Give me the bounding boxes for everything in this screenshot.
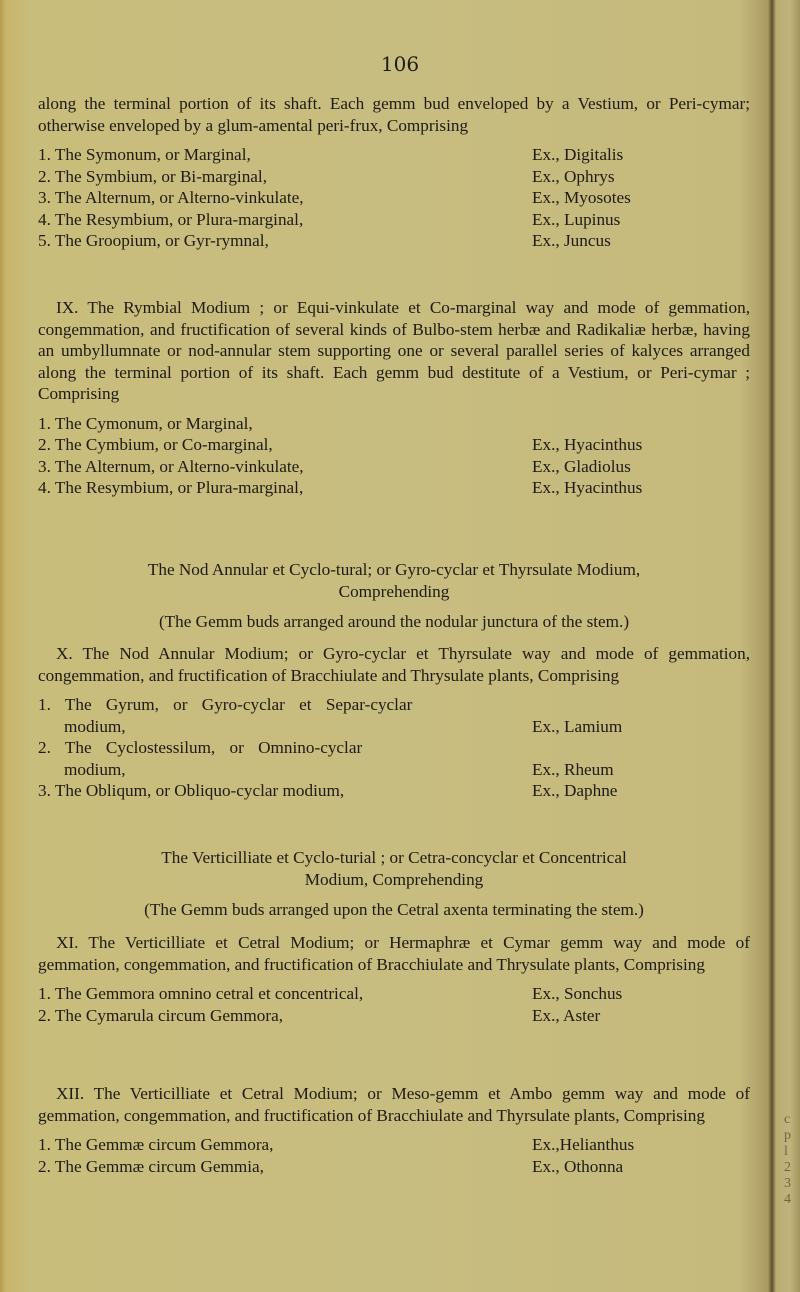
fragment-text: p [784,1128,791,1143]
list-item: 5. The Groopium, or Gyr-rymnal, Ex., Juncus [38,231,611,250]
list-item: 2. The Cyclostessilum, or Omnino-cyclar modium, Ex., Rheum [38,738,614,779]
intro-paragraph: along the terminal portion of its shaft. Each gemm bud enveloped by a Vestium, or Peri-cymar; otherwise enveloped by a glum-amental peri-frux, Comprising [38,94,750,135]
page-number: 106 [380,52,420,76]
heading-line: The Nod Annular et Cyclo-tural; or Gyro-cyclar et Thyrsulate Modium, [147,560,641,579]
section-xii-paragraph: XII. The Verticilliate et Cetral Modium; or Meso-gemm et Ambo gemm way and mode of gemmation, congemmation, and fructification of Bracchiulate and Thyrsulate plants, Comprising [38,1084,750,1125]
list-item: 3. The Alternum, or Alterno-vinkulate, Ex., Gladiolus [38,456,631,476]
heading-verticilliate [38,847,750,921]
section-xi-list [38,983,750,1026]
list-item: 4. The Resymbium, or Plura-marginal, Ex., Hyacinthus [38,478,643,497]
section-x-paragraph: X. The Nod Annular Modium; or Gyro-cyclar et Thyrsulate way and mode of gemmation, congemmation, and fructification of Bracchiulate and Thrysulate plants, Comprising [38,644,750,685]
facing-page-edge [776,0,800,1292]
list-item: 2. The Cymbium, or Co-marginal, Ex., Hyacinthus [38,435,643,454]
heading-note: (The Gemm buds arranged upon the Cetral axenta terminating the stem.) [144,900,644,919]
section-x [38,643,750,802]
list-item: 1. The Gyrum, or Gyro-cyclar et Separ-cyclar modium, Ex., Lamium [38,695,623,736]
intro-block [38,93,750,252]
list-item: 1. The Gemmora omnino cetral et concentrical, Ex., Sonchus [38,984,623,1003]
fragment-text: 3 [784,1176,791,1191]
fragment-text: l [784,1144,788,1159]
heading-line: Comprehending [338,581,450,601]
fragment-text: 4 [784,1192,791,1207]
section-ix-list [38,413,750,499]
block1-list [38,144,750,252]
heading-line: The Verticilliate et Cyclo-turial ; or Cetra-concyclar et Concentrical [161,848,627,867]
list-item: 2. The Gemmæ circum Gemmia, Ex., Othonna [38,1156,624,1176]
section-xi [38,932,750,1026]
list-item: 3. The Obliqum, or Obliquo-cyclar modium, Ex., Daphne [38,781,618,800]
heading-line: Modium, Comprehending [304,869,484,889]
list-item: 4. The Resymbium, or Plura-marginal, Ex., Lupinus [38,209,621,229]
section-ix-paragraph: IX. The Rymbial Modium ; or Equi-vinkulate et Co-marginal way and mode of gemmation, congemmation, and fructification of several kinds of Bulbo-stem herbæ and Radikaliæ herbæ, having an umbyllumnate or nod-annular stem supporting one or several parallel series of kalyces arranged along the terminal portion of its shaft. Each gemm bud destitute of a Vestium, or Peri-cymar ; Comprising [38,298,750,403]
list-item: 2. The Cymarula circum Gemmora, Ex., Aster [38,1005,601,1025]
section-xi-paragraph: XI. The Verticilliate et Cetral Modium; or Hermaphræ et Cymar gemm way and mode of gemmation, congemmation, and fructification of Bracchiulate and Thrysulate plants, Comprising [38,933,750,974]
list-item: 1. The Cymonum, or Marginal, [38,413,253,433]
list-item: 3. The Alternum, or Alterno-vinkulate, Ex., Myosotes [38,188,631,207]
fragment-text: 2 [784,1160,791,1175]
fragment-text: c [784,1112,791,1127]
list-item: 2. The Symbium, or Bi-marginal, Ex., Ophrys [38,166,615,186]
list-item: 1. The Gemmæ circum Gemmora, Ex.,Helianthus [38,1135,635,1154]
heading-note: (The Gemm buds arranged around the nodular junctura of the stem.) [158,612,630,631]
section-xii-list [38,1134,750,1177]
list-item: 1. The Symonum, or Marginal, Ex., Digitalis [38,145,624,164]
section-x-list [38,694,750,802]
section-xii [38,1083,750,1177]
section-ix [38,297,750,499]
heading-nod-annular [38,559,750,633]
